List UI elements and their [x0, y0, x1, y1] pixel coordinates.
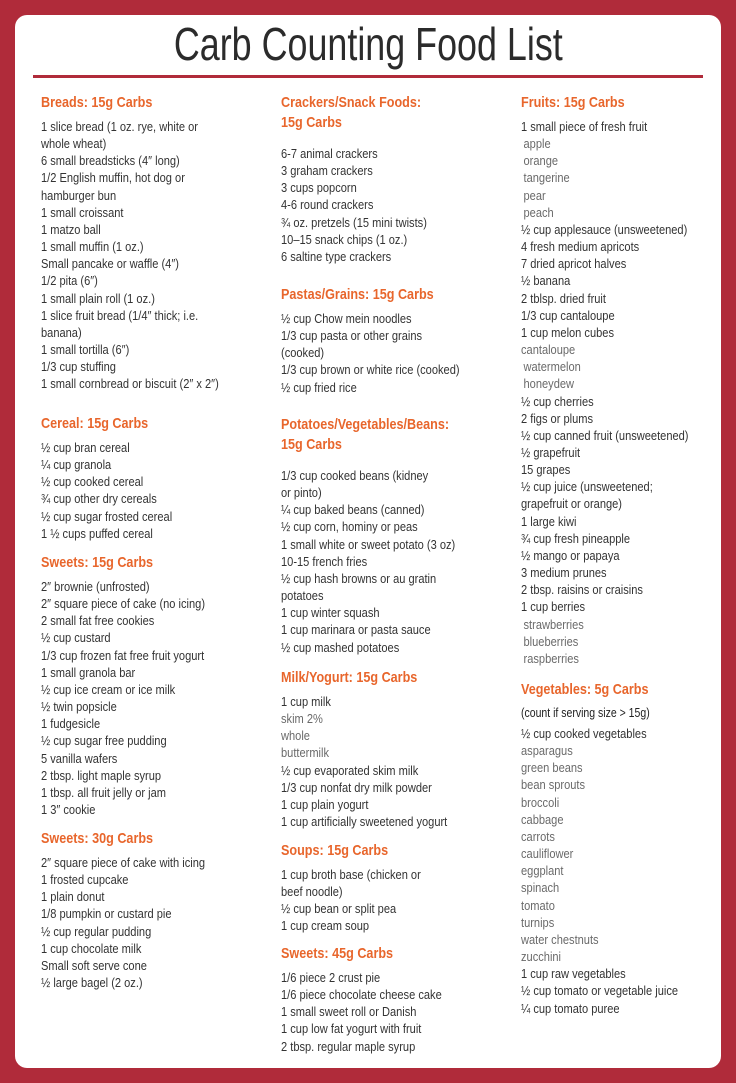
list-item: 2″ square piece of cake (no icing): [41, 596, 206, 612]
sub-list-item: orange: [523, 153, 559, 169]
section-heading: Sweets: 30g Carbs: [41, 830, 154, 847]
section-sweets30: [41, 829, 276, 991]
list-item: Small soft serve cone: [41, 957, 147, 973]
list-item: ½ cup bran cereal: [41, 440, 130, 455]
list-item: 1 small muffin (1 oz.): [41, 239, 144, 255]
list-item: 6 saltine type crackers: [281, 248, 392, 264]
list-item: ½ large bagel (2 oz.): [41, 975, 143, 991]
sub-list-item: cabbage: [521, 811, 564, 827]
list-item: ½ cup regular pudding: [41, 923, 152, 939]
section-breads: [41, 93, 276, 393]
section-cereal: [41, 414, 276, 542]
list-item: 1/2 pita (6″): [41, 273, 98, 289]
list-item: ½ cup cooked cereal: [41, 474, 144, 490]
section-milk: [281, 668, 516, 830]
list-item: ½ cup ice cream or ice milk: [41, 681, 176, 697]
section-heading: Sweets: 15g Carbs: [41, 554, 154, 571]
list-item: 2 tbsp. regular maple syrup: [281, 1038, 416, 1054]
list-item: 1 small plain roll (1 oz.): [41, 290, 155, 306]
list-item: 1 tbsp. all fruit jelly or jam: [41, 784, 166, 800]
sub-list-item: cantaloupe: [521, 342, 576, 358]
section-sweets15: [41, 553, 276, 818]
sub-list-item: water chestnuts: [521, 931, 599, 947]
list-item: 2 figs or plums: [521, 410, 594, 426]
list-item: 1/3 cup stuffing: [41, 359, 116, 375]
list-item: 3 cups popcorn: [281, 180, 357, 196]
list-item: 1/2 English muffin, hot dog or hamburger bun: [41, 170, 185, 203]
page-title: Carb Counting Food List: [173, 18, 563, 70]
list-item: 1/3 cup pasta or other grains (cooked): [281, 328, 423, 361]
list-item: 1 cup berries: [521, 599, 586, 615]
sub-list-item: skim 2%: [281, 711, 323, 727]
section-crackers: [281, 93, 516, 265]
sub-list-item: honeydew: [523, 376, 575, 392]
list-item: ½ cup sugar frosted cereal: [41, 508, 173, 524]
list-item: 1/6 piece chocolate cheese cake: [281, 987, 442, 1003]
list-item: 1 cup winter squash: [281, 605, 380, 621]
list-item: ½ cup mashed potatoes: [281, 639, 400, 655]
sub-list-item: blueberries: [523, 633, 579, 649]
section-heading: Vegetables: 5g Carbs: [521, 681, 649, 698]
section-heading: Pastas/Grains: 15g Carbs: [281, 286, 434, 303]
list-item: ½ cup fried rice: [281, 379, 357, 395]
list-item: 1 cup chocolate milk: [41, 940, 142, 956]
sub-list-item: strawberries: [523, 616, 584, 632]
list-item: ¾ oz. pretzels (15 mini twists): [281, 214, 427, 230]
list-item: 1 fudgesicle: [41, 716, 101, 732]
section-soups: [281, 841, 516, 935]
section-note: (count if serving size > 15g): [521, 706, 650, 720]
sub-list-item: green beans: [521, 760, 583, 776]
list-item: ½ cup hash browns or au gratin potatoes: [281, 570, 437, 604]
list-item: 1 small sweet roll or Danish: [281, 1004, 417, 1020]
list-item: ½ cup custard: [41, 630, 111, 646]
section-heading: Sweets: 45g Carbs: [281, 945, 394, 962]
list-item: 1 large kiwi: [521, 513, 577, 529]
sub-list-item: bean sprouts: [521, 777, 586, 793]
list-item: 1 slice bread (1 oz. rye, white or whole wheat): [41, 119, 199, 152]
list-item: 1 cup low fat yogurt with fruit: [281, 1021, 422, 1037]
list-item: 2 tblsp. dried fruit: [521, 290, 606, 306]
sub-list-item: peach: [523, 204, 554, 220]
list-item: 1/3 cup nonfat dry milk powder: [281, 779, 432, 795]
list-item: 1 cup plain yogurt: [281, 796, 369, 812]
list-item: 1/3 cup frozen fat free fruit yogurt: [41, 647, 205, 663]
list-item: ½ cup canned fruit (unsweetened): [521, 427, 689, 443]
list-item: 2″ brownie (unfrosted): [41, 579, 150, 594]
sub-list-item: turnips: [521, 914, 555, 930]
list-item: 1/6 piece 2 crust pie: [281, 970, 381, 985]
list-item: ½ cup bean or split pea: [281, 901, 397, 917]
list-item: 1/3 cup brown or white rice (cooked): [281, 362, 460, 378]
sub-list-item: cauliflower: [521, 846, 574, 862]
list-item: 1 cup milk: [281, 694, 331, 709]
sub-list-item: buttermilk: [281, 745, 330, 761]
list-item: 1/3 cup cooked beans (kidney or pinto): [281, 468, 429, 501]
list-item: ½ cup cooked vegetables: [521, 726, 647, 741]
list-item: 5 vanilla wafers: [41, 750, 118, 766]
section-heading: Milk/Yogurt: 15g Carbs: [281, 669, 418, 686]
list-item: ½ cup juice (unsweetened; grapefruit or orange): [521, 479, 653, 512]
list-item: ½ grapefruit: [521, 444, 581, 460]
list-item: 10–15 snack chips (1 oz.): [281, 231, 408, 247]
list-item: 6 small breadsticks (4″ long): [41, 153, 180, 169]
section-fruits: [521, 93, 736, 667]
list-item: ½ cup Chow mein noodles: [281, 311, 412, 326]
list-item: ½ banana: [521, 273, 571, 289]
list-item: 10-15 french fries: [281, 553, 368, 569]
list-item: 1 slice fruit bread (1/4″ thick; i.e. banana): [41, 307, 199, 340]
sub-list-item: tomato: [521, 897, 555, 913]
section-sweets45: [281, 944, 516, 1055]
list-item: 2 tbsp. raisins or craisins: [521, 582, 643, 598]
sub-list-item: asparagus: [521, 743, 573, 759]
list-item: 1/8 pumpkin or custard pie: [41, 906, 172, 922]
sub-list-item: raspberries: [523, 650, 579, 666]
list-item: 1/3 cup cantaloupe: [521, 307, 615, 323]
sub-list-item: zucchini: [521, 949, 562, 965]
list-item: 2 tbsp. light maple syrup: [41, 767, 162, 783]
list-item: 1 3″ cookie: [41, 802, 96, 818]
list-item: ¼ cup tomato puree: [521, 1000, 620, 1016]
section-potatoes: [281, 415, 516, 656]
section-heading: Cereal: 15g Carbs: [41, 415, 149, 432]
sub-list-item: whole: [281, 728, 310, 744]
list-item: ½ mango or papaya: [521, 547, 620, 563]
section-heading: Soups: 15g Carbs: [281, 842, 389, 859]
list-item: 1 cup artificially sweetened yogurt: [281, 814, 448, 830]
sub-list-item: pear: [523, 187, 546, 203]
sub-list-item: broccoli: [521, 794, 560, 810]
list-item: 15 grapes: [521, 462, 571, 478]
list-item: ¾ cup other dry cereals: [41, 491, 157, 507]
list-item: 3 medium prunes: [521, 565, 607, 581]
title-divider: [33, 75, 703, 78]
list-item: ½ cup sugar free pudding: [41, 733, 167, 749]
sub-list-item: tangerine: [523, 170, 570, 186]
list-item: 1 cup broth base (chicken or beef noodle): [281, 867, 421, 900]
section-heading: Potatoes/Vegetables/Beans: 15g Carbs: [281, 416, 450, 453]
list-item: 1 small cornbread or biscuit (2″ x 2″): [41, 376, 219, 392]
list-item: 1 cup raw vegetables: [521, 966, 626, 982]
section-vegetables: [521, 680, 736, 1017]
list-item: ½ twin popsicle: [41, 699, 117, 715]
list-item: ½ cup tomato or vegetable juice: [521, 983, 679, 999]
list-item: ½ cup evaporated skim milk: [281, 762, 419, 778]
list-item: 7 dried apricot halves: [521, 256, 627, 272]
list-item: ½ cup corn, hominy or peas: [281, 519, 418, 535]
sub-list-item: apple: [523, 136, 551, 152]
list-item: 6-7 animal crackers: [281, 146, 378, 161]
sub-list-item: spinach: [521, 880, 560, 896]
section-heading: Breads: 15g Carbs: [41, 94, 153, 111]
list-item: 3 graham crackers: [281, 163, 373, 179]
list-item: 1 cup melon cubes: [521, 324, 614, 340]
list-item: 1 cup marinara or pasta sauce: [281, 622, 431, 638]
list-item: Small pancake or waffle (4″): [41, 256, 179, 272]
list-item: 1 matzo ball: [41, 221, 101, 237]
list-item: 1 frosted cupcake: [41, 872, 129, 888]
list-item: 4 fresh medium apricots: [521, 239, 640, 255]
section-pastas: [281, 285, 516, 396]
list-item: 1 small tortilla (6″): [41, 342, 130, 358]
list-item: 4-6 round crackers: [281, 197, 374, 213]
list-item: ½ cup cherries: [521, 393, 594, 409]
list-item: ¼ cup baked beans (canned): [281, 502, 425, 518]
sub-list-item: carrots: [521, 828, 555, 844]
section-heading: Fruits: 15g Carbs: [521, 94, 625, 111]
list-item: 1 cup cream soup: [281, 918, 370, 934]
list-item: 1 plain donut: [41, 889, 105, 905]
list-item: ¾ cup fresh pineapple: [521, 530, 631, 546]
list-item: ¼ cup granola: [41, 457, 112, 473]
list-item: ½ cup applesauce (unsweetened): [521, 221, 688, 237]
list-item: 1 small croissant: [41, 204, 124, 220]
list-item: 2″ square piece of cake with icing: [41, 855, 206, 870]
list-item: 1 ½ cups puffed cereal: [41, 525, 153, 541]
list-item: 1 small white or sweet potato (3 oz): [281, 536, 456, 552]
list-item: 1 small piece of fresh fruit: [521, 119, 648, 134]
sub-list-item: watermelon: [523, 359, 581, 375]
section-heading: Crackers/Snack Foods: 15g Carbs: [281, 94, 422, 131]
list-item: 2 small fat free cookies: [41, 613, 155, 629]
sub-list-item: eggplant: [521, 863, 564, 879]
list-item: 1 small granola bar: [41, 664, 136, 680]
